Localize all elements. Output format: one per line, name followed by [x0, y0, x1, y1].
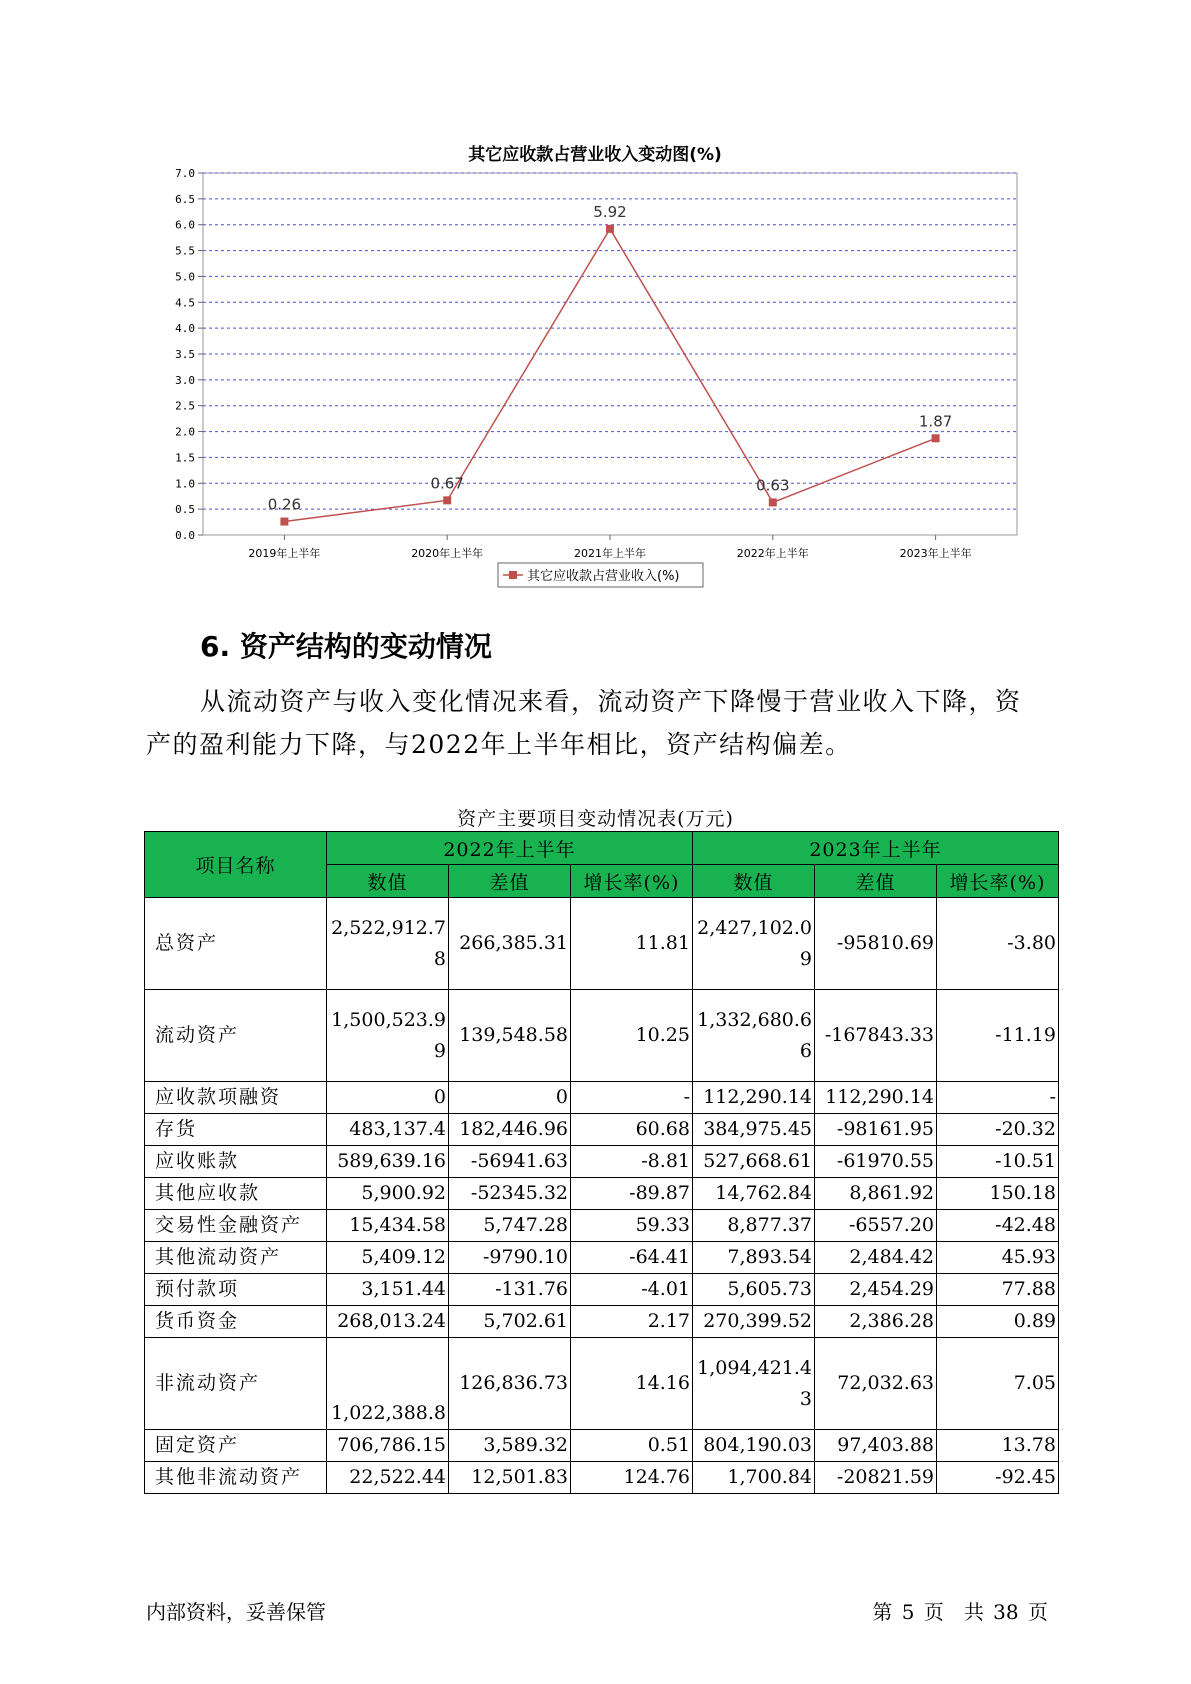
cell-diff-2022: -9790.10: [449, 1242, 571, 1274]
table-row: [145, 1082, 1059, 1114]
cell-value-2022: 22,522.44: [327, 1462, 449, 1494]
cell-diff-2022: -131.76: [449, 1274, 571, 1306]
cell-diff-2022: 5,702.61: [449, 1306, 571, 1338]
table-row: [145, 1178, 1059, 1210]
header-group-2022: 2022年上半年: [327, 832, 693, 865]
cell-value-2023: 1,700.84: [693, 1462, 815, 1494]
cell-diff-2023: -95810.69: [815, 898, 937, 990]
table-row: [145, 1242, 1059, 1274]
y-tick-label: 7.0: [175, 167, 195, 180]
table-row: [145, 1210, 1059, 1242]
y-tick-label: 1.0: [175, 477, 195, 491]
chart-title: 其它应收款占营业收入变动图(%): [468, 145, 722, 165]
y-tick-label: 5.5: [175, 244, 195, 258]
header-rate-2022: 增长率(%): [571, 865, 693, 898]
cell-rate-2022: 10.25: [571, 990, 693, 1082]
cell-value-2022: 268,013.24: [327, 1306, 449, 1338]
cell-diff-2023: -167843.33: [815, 990, 937, 1082]
cell-value-2022: 483,137.4: [327, 1114, 449, 1146]
x-tick-label: 2023年上半年: [899, 547, 972, 560]
cell-value-2023: 804,190.03: [693, 1430, 815, 1462]
cell-value-2023: 2,427,102.09: [693, 898, 815, 990]
cell-diff-2022: 139,548.58: [449, 990, 571, 1082]
cell-rate-2023: -42.48: [937, 1210, 1059, 1242]
header-diff-2023: 差值: [815, 865, 937, 898]
x-tick-label: 2020年上半年: [411, 547, 484, 560]
ratio-line-chart: [0, 0, 1191, 600]
header-value-2022: 数值: [327, 865, 449, 898]
cell-rate-2023: -92.45: [937, 1462, 1059, 1494]
cell-rate-2022: -64.41: [571, 1242, 693, 1274]
cell-value-2023: 7,893.54: [693, 1242, 815, 1274]
cell-item-name: 固定资产: [145, 1430, 327, 1462]
y-tick-label: 5.0: [175, 270, 195, 284]
cell-diff-2023: -6557.20: [815, 1210, 937, 1242]
cell-diff-2023: -98161.95: [815, 1114, 937, 1146]
cell-value-2022: 3,151.44: [327, 1274, 449, 1306]
cell-rate-2022: -4.01: [571, 1274, 693, 1306]
cell-value-2023: 270,399.52: [693, 1306, 815, 1338]
cell-diff-2023: 112,290.14: [815, 1082, 937, 1114]
chart-legend: [498, 563, 703, 587]
header-diff-2022: 差值: [449, 865, 571, 898]
data-point: [606, 225, 614, 233]
cell-diff-2023: 2,484.42: [815, 1242, 937, 1274]
y-tick-label: 1.5: [175, 451, 195, 465]
cell-value-2023: 527,668.61: [693, 1146, 815, 1178]
data-point: [443, 496, 451, 504]
y-tick-label: 4.0: [175, 322, 195, 336]
data-point: [769, 498, 777, 506]
cell-diff-2023: 2,454.29: [815, 1274, 937, 1306]
cell-rate-2023: -: [937, 1082, 1059, 1114]
cell-rate-2022: 0.51: [571, 1430, 693, 1462]
cell-diff-2022: 3,589.32: [449, 1430, 571, 1462]
cell-diff-2023: 8,861.92: [815, 1178, 937, 1210]
cell-item-name: 流动资产: [145, 990, 327, 1082]
y-tick-label: 0.5: [175, 503, 195, 517]
cell-rate-2022: -8.81: [571, 1146, 693, 1178]
cell-rate-2023: 7.05: [937, 1338, 1059, 1430]
cell-value-2022: 2,522,912.78: [327, 898, 449, 990]
cell-item-name: 其他非流动资产: [145, 1462, 327, 1494]
header-group-2023: 2023年上半年: [693, 832, 1059, 865]
cell-value-2023: 112,290.14: [693, 1082, 815, 1114]
table-row: [145, 898, 1059, 990]
cell-item-name: 应收账款: [145, 1146, 327, 1178]
footer-page-number: 第 5 页 共 38 页: [872, 1600, 1048, 1624]
data-label: 0.26: [267, 495, 302, 514]
cell-item-name: 总资产: [145, 898, 327, 990]
cell-rate-2023: 13.78: [937, 1430, 1059, 1462]
cell-value-2022: 1,022,388.8: [327, 1338, 449, 1430]
cell-value-2023: 1,094,421.43: [693, 1338, 815, 1430]
cell-diff-2022: 266,385.31: [449, 898, 571, 990]
cell-rate-2022: 59.33: [571, 1210, 693, 1242]
table-row: [145, 1462, 1059, 1494]
cell-rate-2022: 14.16: [571, 1338, 693, 1430]
data-point: [932, 434, 940, 442]
cell-rate-2023: -11.19: [937, 990, 1059, 1082]
cell-diff-2023: -61970.55: [815, 1146, 937, 1178]
data-label: 0.67: [430, 474, 464, 493]
y-tick-label: 2.5: [175, 399, 195, 413]
cell-value-2022: 0: [327, 1082, 449, 1114]
cell-value-2022: 1,500,523.99: [327, 990, 449, 1082]
table-row: [145, 1114, 1059, 1146]
table-row: [145, 1306, 1059, 1338]
table-header-row: [145, 832, 1059, 865]
cell-rate-2022: -89.87: [571, 1178, 693, 1210]
section-paragraph: 从流动资产与收入变化情况来看，流动资产下降慢于营业收入下降，资产的盈利能力下降，与2022年上半年相比，资产结构偏差。: [146, 687, 1022, 759]
cell-diff-2022: -56941.63: [449, 1146, 571, 1178]
legend-label: 其它应收款占营业收入(%): [527, 569, 680, 584]
y-tick-label: 2.0: [175, 425, 195, 439]
header-rate-2023: 增长率(%): [937, 865, 1059, 898]
footer-confidential: 内部资料，妥善保管: [146, 1600, 326, 1624]
chart-canvas: [0, 0, 1191, 600]
y-tick-label: 0.0: [175, 529, 195, 542]
cell-item-name: 存货: [145, 1114, 327, 1146]
table-row: [145, 1146, 1059, 1178]
cell-rate-2023: 150.18: [937, 1178, 1059, 1210]
header-value-2023: 数值: [693, 865, 815, 898]
cell-rate-2023: -20.32: [937, 1114, 1059, 1146]
y-tick-label: 6.0: [175, 218, 195, 232]
cell-diff-2022: 5,747.28: [449, 1210, 571, 1242]
cell-rate-2022: 124.76: [571, 1462, 693, 1494]
x-tick-label: 2021年上半年: [574, 547, 646, 560]
legend-marker: [509, 571, 517, 579]
cell-rate-2023: 45.93: [937, 1242, 1059, 1274]
cell-value-2022: 589,639.16: [327, 1146, 449, 1178]
cell-value-2023: 5,605.73: [693, 1274, 815, 1306]
table-title: 资产主要项目变动情况表(万元): [457, 808, 734, 830]
y-tick-label: 4.5: [175, 296, 195, 310]
cell-diff-2022: 12,501.83: [449, 1462, 571, 1494]
cell-item-name: 货币资金: [145, 1306, 327, 1338]
cell-rate-2022: 60.68: [571, 1114, 693, 1146]
data-label: 5.92: [593, 202, 627, 221]
table-row: [145, 1430, 1059, 1462]
data-label: 1.87: [918, 412, 953, 431]
cell-rate-2023: 77.88: [937, 1274, 1059, 1306]
cell-rate-2023: -10.51: [937, 1146, 1059, 1178]
cell-diff-2022: 126,836.73: [449, 1338, 571, 1430]
cell-item-name: 其他应收款: [145, 1178, 327, 1210]
cell-item-name: 其他流动资产: [145, 1242, 327, 1274]
cell-diff-2023: 2,386.28: [815, 1306, 937, 1338]
cell-diff-2022: 0: [449, 1082, 571, 1114]
x-tick-label: 2022年上半年: [736, 547, 809, 560]
table-row: [145, 990, 1059, 1082]
cell-value-2022: 15,434.58: [327, 1210, 449, 1242]
data-point: [280, 518, 288, 526]
cell-value-2023: 1,332,680.66: [693, 990, 815, 1082]
table-row: [145, 1274, 1059, 1306]
cell-diff-2022: -52345.32: [449, 1178, 571, 1210]
cell-value-2023: 14,762.84: [693, 1178, 815, 1210]
cell-item-name: 非流动资产: [145, 1338, 327, 1430]
y-tick-label: 6.5: [175, 192, 195, 206]
asset-change-table: [144, 831, 1059, 1494]
cell-rate-2022: 2.17: [571, 1306, 693, 1338]
cell-item-name: 应收款项融资: [145, 1082, 327, 1114]
cell-value-2022: 706,786.15: [327, 1430, 449, 1462]
cell-rate-2023: 0.89: [937, 1306, 1059, 1338]
cell-item-name: 交易性金融资产: [145, 1210, 327, 1242]
cell-value-2022: 5,900.92: [327, 1178, 449, 1210]
header-item-name: 项目名称: [145, 832, 327, 898]
cell-value-2023: 384,975.45: [693, 1114, 815, 1146]
cell-diff-2022: 182,446.96: [449, 1114, 571, 1146]
section-heading: 6. 资产结构的变动情况: [200, 630, 492, 663]
cell-item-name: 预付款项: [145, 1274, 327, 1306]
cell-rate-2022: 11.81: [571, 898, 693, 990]
cell-diff-2023: -20821.59: [815, 1462, 937, 1494]
x-tick-label: 2019年上半年: [248, 547, 321, 560]
cell-rate-2022: -: [571, 1082, 693, 1114]
data-label: 0.63: [756, 476, 790, 495]
cell-diff-2023: 97,403.88: [815, 1430, 937, 1462]
cell-value-2022: 5,409.12: [327, 1242, 449, 1274]
cell-diff-2023: 72,032.63: [815, 1338, 937, 1430]
table-row: [145, 1338, 1059, 1430]
y-tick-label: 3.0: [175, 373, 195, 387]
cell-value-2023: 8,877.37: [693, 1210, 815, 1242]
y-tick-label: 3.5: [175, 348, 195, 361]
cell-rate-2023: -3.80: [937, 898, 1059, 990]
